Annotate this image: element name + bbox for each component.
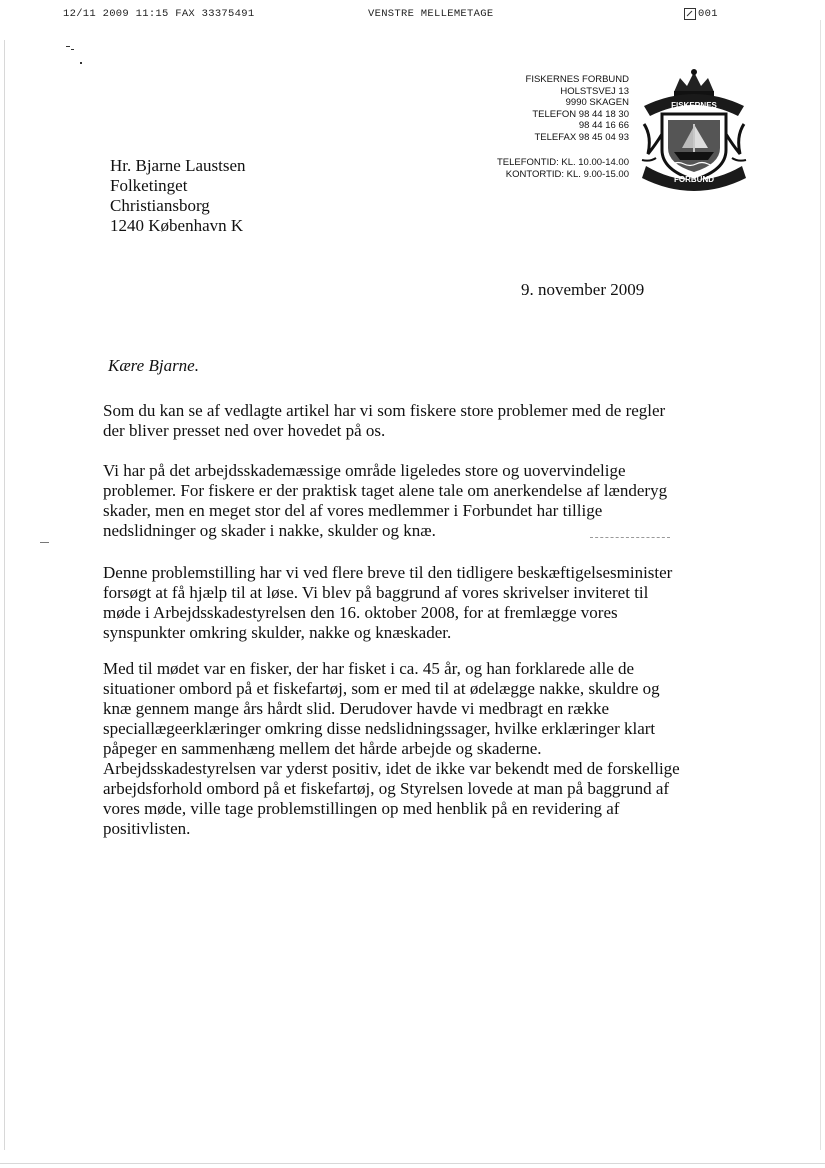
recipient-line-4: 1240 København K	[110, 216, 244, 235]
scan-edge-right	[820, 20, 821, 1150]
sender-fax: TELEFAX 98 45 04 93	[534, 131, 629, 143]
paragraph-line: forsøgt at få hjælp til at løse. Vi blev på baggrund af vores skrivelser inviteret til	[103, 583, 649, 602]
paragraph-line: Arbejdsskadestyrelsen var yderst positiv, idet de ikke var bekendt med de forskellige	[103, 759, 680, 778]
scan-edge-left	[4, 40, 5, 1150]
letter-date: 9. november 2009	[521, 280, 645, 299]
sender-phone-hours: TELEFONTID: KL. 10.00-14.00	[496, 157, 629, 168]
fax-transmit-icon	[684, 8, 696, 20]
paragraph-line: Som du kan se af vedlagte artikel har vi som fiskere store problemer med de regler	[103, 401, 666, 420]
fax-timestamp: 12/11 2009 11:15 FAX 33375491	[63, 8, 255, 20]
sender-phone: TELEFON 98 44 18 30	[532, 108, 629, 120]
scan-specks	[66, 44, 96, 68]
paragraph-line: vores møde, ville tage problemstillingen op med henblik på en revidering af	[103, 799, 620, 818]
paragraph-line: Med til mødet var en fisker, der har fisket i ca. 45 år, og han forklarede alle de	[103, 659, 635, 678]
paragraph-line: situationer ombord på et fiskefartøj, som er med til at ødelægge nakke, skuldre og	[103, 679, 660, 698]
sender-name: FISKERNES FORBUND	[525, 74, 629, 85]
paragraph-line: påpeger en sammenhæng mellem det hårde arbejde og skaderne.	[103, 739, 542, 758]
recipient-line-3: Christiansborg	[110, 196, 210, 215]
sender-street: HOLSTSVEJ 13	[560, 85, 629, 97]
paragraph-line: problemer. For fiskere er der praktisk taget alene tale om anerkendelse af lænderyg	[103, 481, 668, 500]
paragraph-line: nedslidninger og skader i nakke, skulder og knæ.	[103, 521, 436, 540]
letter-greeting: Kære Bjarne.	[108, 356, 199, 375]
recipient-name: Hr. Bjarne Laustsen	[110, 156, 246, 175]
paragraph-line: synspunkter omkring skulder, nakke og knæskader.	[103, 623, 452, 642]
paragraph-line: positivlisten.	[103, 819, 191, 838]
svg-text:FORBUND: FORBUND	[674, 175, 714, 184]
paragraph-line: speciallægeerklæringer omkring disse nedslidningssager, hvilke erklæringer klart	[103, 719, 656, 738]
paragraph-line: knæ gennem mange års hårdt slid. Derudover havde vi medbragt en række	[103, 699, 610, 718]
fax-recipient-label: VENSTRE MELLEMETAGE	[368, 8, 494, 20]
scan-edge-bottom	[0, 1163, 825, 1164]
sender-phone-2: 98 44 16 66	[578, 120, 629, 131]
svg-text:FISKERNES: FISKERNES	[671, 101, 717, 110]
paragraph-3	[103, 563, 713, 643]
scan-mark	[590, 537, 670, 539]
paragraph-line: arbejdsforhold ombord på et fiskefartøj, og Styrelsen lovede at man på baggrund af	[103, 779, 670, 798]
fax-page-counter	[684, 8, 718, 20]
paragraph-line: Denne problemstilling har vi ved flere breve til den tidligere beskæftigelsesminister	[103, 563, 673, 582]
paragraph-4	[103, 659, 713, 839]
paragraph-line: skader, men en meget stor del af vores medlemmer i Forbundet har tillige	[103, 501, 603, 520]
paragraph-line: Vi har på det arbejdsskademæssige område ligeledes store og uovervindelige	[103, 461, 626, 480]
paragraph-line: møde i Arbejdsskadestyrelsen den 16. oktober 2008, for at fremlægge vores	[103, 603, 618, 622]
union-emblem-icon	[638, 64, 750, 194]
scan-mark	[40, 542, 49, 543]
paragraph-2	[103, 461, 713, 541]
fax-header	[0, 8, 825, 24]
sender-office-hours: KONTORTID: KL. 9.00-15.00	[505, 168, 629, 180]
sender-address-block	[497, 74, 629, 180]
recipient-line-2: Folketinget	[110, 176, 188, 195]
paragraph-line: der bliver presset ned over hovedet på os.	[103, 421, 386, 440]
fax-page-number: 001	[698, 8, 718, 20]
paragraph-1	[103, 401, 713, 441]
recipient-address	[110, 156, 246, 236]
sender-city: 9990 SKAGEN	[565, 97, 629, 108]
